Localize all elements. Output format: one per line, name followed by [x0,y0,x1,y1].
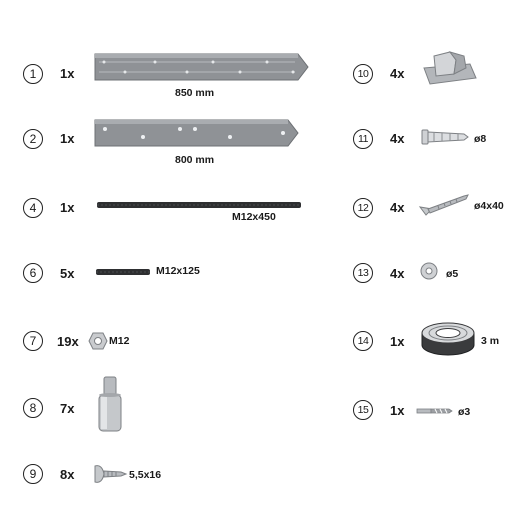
part-qty-7: 19x [57,334,79,349]
screw-short-icon [93,463,127,485]
part-label-14: 3 m [481,335,500,347]
part-number-11: 11 [353,129,373,149]
part-number-7: 7 [23,331,43,351]
part-number-4: 4 [23,198,43,218]
threaded-rod-long-icon [97,200,302,210]
part-label-13: ø5 [446,268,459,280]
part-label-12: ø4x40 [474,200,504,212]
part-qty-1: 1x [60,66,75,81]
part-number-13: 13 [353,263,373,283]
part-qty-10: 4x [390,66,405,81]
part-number-15: 15 [353,400,373,420]
part-qty-2: 1x [60,131,75,146]
spacer-bolt-icon [95,375,125,435]
part-number-8: 8 [23,398,43,418]
part-qty-12: 4x [390,200,405,215]
part-qty-9: 8x [60,467,75,482]
part-qty-6: 5x [60,266,75,281]
wall-plug-icon [420,127,470,147]
rail-850-icon [95,52,310,82]
part-label-4: M12x450 [232,211,276,223]
part-label-9: 5,5x16 [129,469,162,481]
part-qty-14: 1x [390,334,405,349]
part-number-9: 9 [23,464,43,484]
part-qty-11: 4x [390,131,405,146]
drill-bit-icon [417,406,453,416]
part-number-10: 10 [353,64,373,84]
part-label-11: ø8 [474,133,487,145]
part-label-15: ø3 [458,406,471,418]
part-number-1: 1 [23,64,43,84]
part-number-2: 2 [23,129,43,149]
wood-screw-icon [418,193,470,219]
part-number-12: 12 [353,198,373,218]
part-qty-4: 1x [60,200,75,215]
part-label-2: 800 mm [175,154,215,166]
mounting-bracket-icon [420,48,480,88]
rail-800-icon [95,118,300,148]
part-label-7: M12 [109,335,130,347]
part-qty-8: 7x [60,401,75,416]
part-qty-15: 1x [390,403,405,418]
part-label-6: M12x125 [156,265,200,277]
part-number-14: 14 [353,331,373,351]
hex-nut-icon [88,332,108,350]
part-number-6: 6 [23,263,43,283]
part-label-1: 850 mm [175,87,215,99]
tape-roll-icon [420,322,476,356]
washer-icon [420,262,438,280]
threaded-rod-short-icon [96,267,151,277]
part-qty-13: 4x [390,266,405,281]
